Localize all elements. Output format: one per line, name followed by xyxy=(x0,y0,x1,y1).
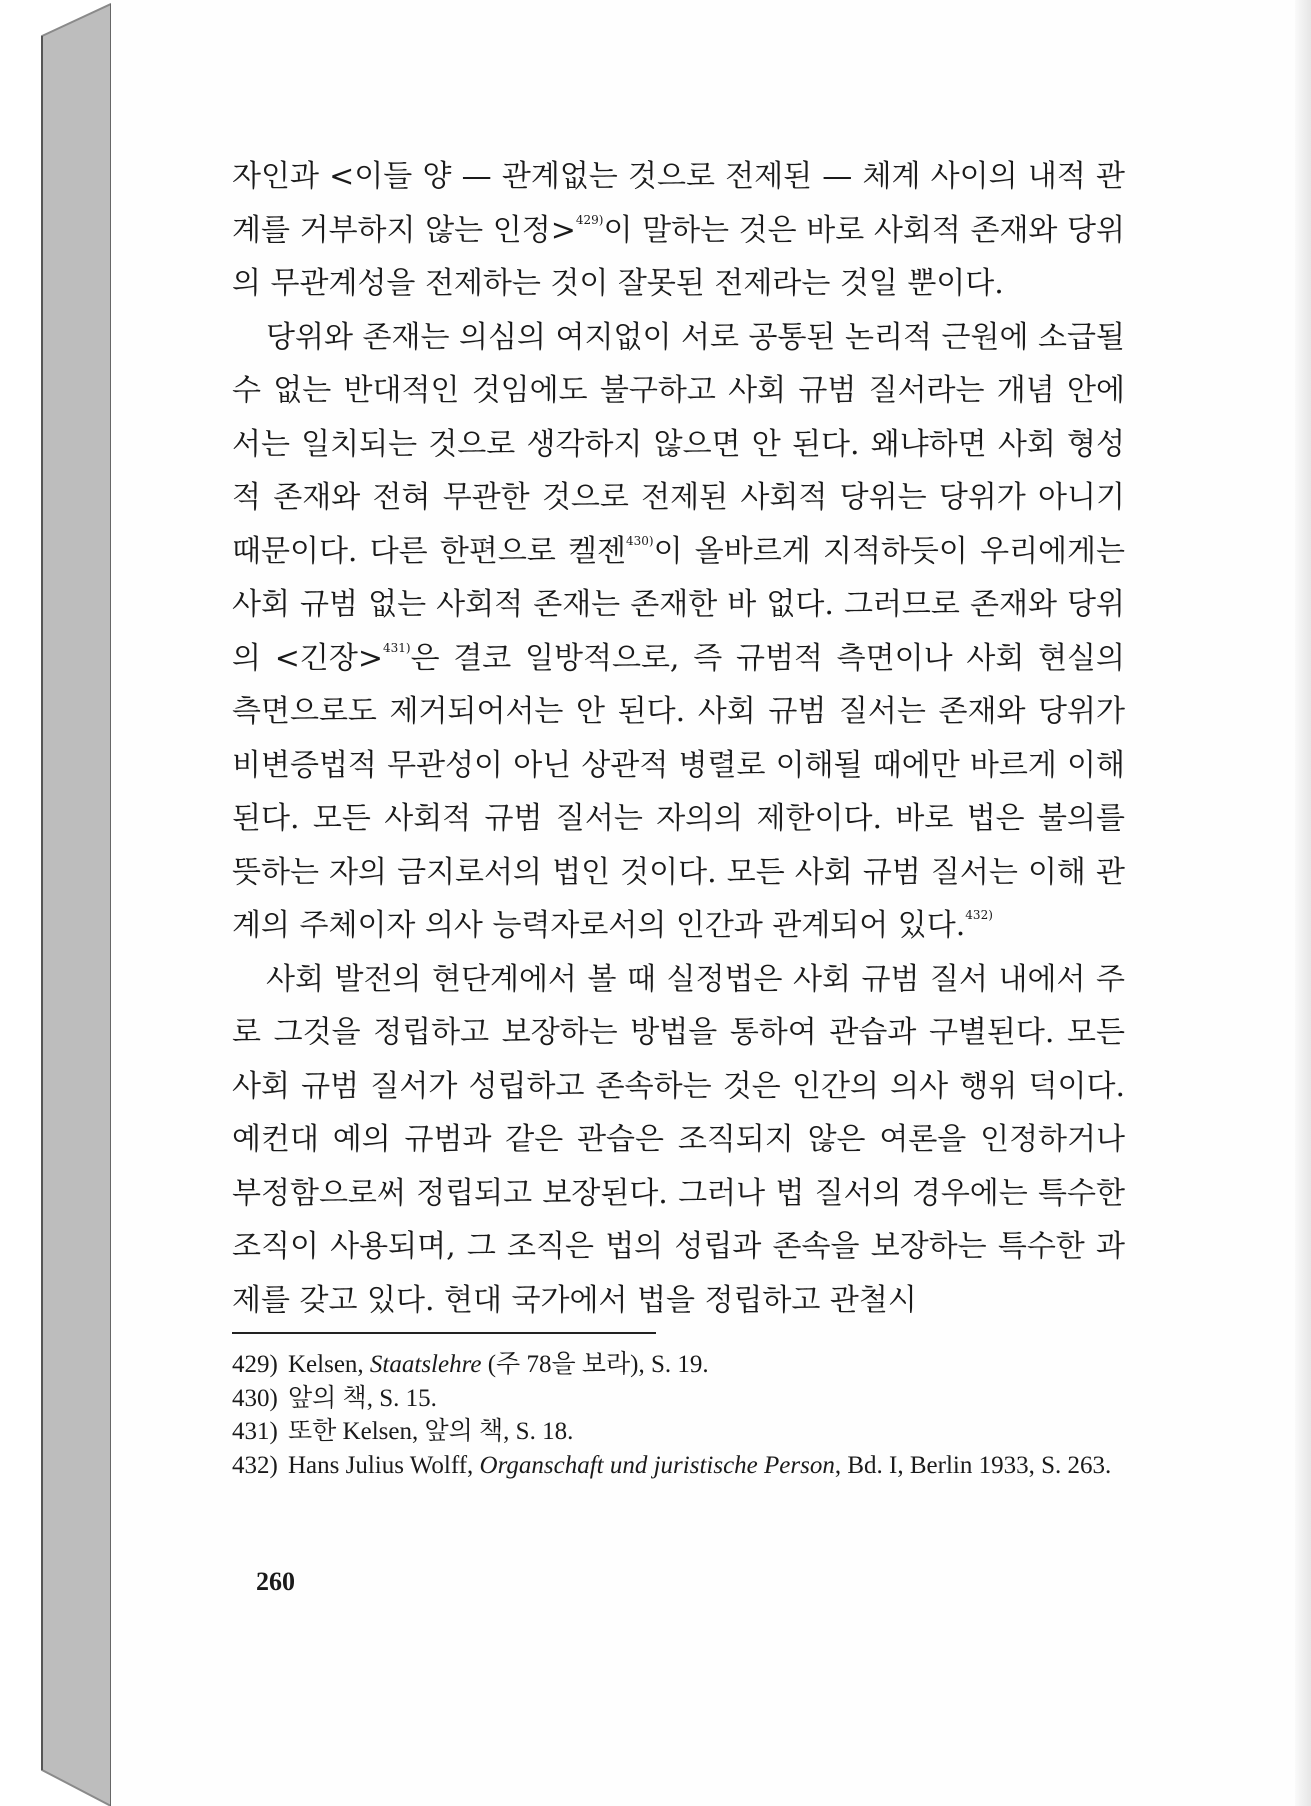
footnote-ref-429[interactable]: 429) xyxy=(575,212,604,227)
paragraph-1: 자인과 <이들 양 — 관계없는 것으로 전제된 — 체계 사이의 내적 관계를 거부하지 않는 인정>$^{429)}$이 말하는 것은 바로 사회적 존재와 당위의 무관계성을 전제하는 것이 잘못된 전제라는 것일 뿐이다. xyxy=(232,159,1126,301)
footnote-divider xyxy=(232,1332,656,1334)
body-text xyxy=(232,150,1125,1327)
footnote-ref-431[interactable]: 431) xyxy=(382,640,411,655)
footnote-number: 429) xyxy=(232,1351,278,1378)
footnote-429: 429) Kelsen, Staatslehre (주 78을 보라), S. 19. xyxy=(232,1348,1125,1382)
page-edge xyxy=(1295,0,1311,1806)
page-number: 260 xyxy=(256,1567,295,1596)
footnote-number: 431) xyxy=(232,1418,278,1445)
footnote-ref-430[interactable]: 430) xyxy=(626,533,654,548)
paragraph-2: 당위와 존재는 의심의 여지없이 서로 공통된 논리적 근원에 소급될 수 없는 반대적인 것임에도 불구하고 사회 규범 질서라는 개념 안에서는 일치되는 것으로 생각하지 않으면 안 된다. 왜냐하면 사회 형성적 존재와 전혀 무관한 것으로 전제된 사회적 당위는 당위가 아니기 때문이다. 다른 한편으로 켈젠$^{430)}$이 올바르게 지적하듯이 우리에게는 사회 규범 없는 사회적 존재는 존재한 바 없다. 그러므로 존재와 당위의 <긴장>$^{431)}$은 결코 일방적으로, 즉 규범적 측면이나 사회 현실의 측면으로도 제거되어서는 안 된다. 사회 규범 질서는 존재와 당위가 비변증법적 무관성이 아닌 상관적 병렬로 이해될 때에만 바르게 이해된다. 모든 사회적 규범 질서는 자의의 제한이다. 바로 법은 불의를 뜻하는 자의 금지로서의 법인 것이다. 모든 사회 규범 질서는 이해 관계의 주체이자 의사 능력자로서의 인간과 관계되어 있다.$^{432)}$ xyxy=(232,319,1126,943)
footnote-432: 432) Hans Julius Wolff, Organschaft und juristische Person, Bd. I, Berlin 1933, S. 263. xyxy=(232,1449,1125,1483)
footnote-430: 430) 앞의 책, S. 15. xyxy=(232,1382,1125,1416)
footnote-ref-432[interactable]: 432) xyxy=(965,908,993,922)
footnote-number: 430) xyxy=(232,1384,278,1412)
paragraph-3: 사회 발전의 현단계에서 볼 때 실정법은 사회 규범 질서 내에서 주로 그것을 정립하고 보장하는 방법을 통하여 관습과 구별된다. 모든 사회 규범 질서가 성립하고 존속하는 것은 인간의 의사 행위 덕이다. 예컨대 예의 규범과 같은 관습은 조직되지 않은 여론을 인정하거나 부정함으로써 정립되고 보장된다. 그러나 법 질서의 경우에는 특수한 조직이 사용되며, 그 조직은 법의 성립과 존속을 보장하는 특수한 과제를 갖고 있다. 현대 국가에서 법을 정립하고 관철시 xyxy=(232,961,1125,1318)
footnote-number: 432) xyxy=(232,1451,278,1479)
footnotes xyxy=(232,1348,1125,1482)
footnote-431: 431) 또한 Kelsen, 앞의 책, S. 18. xyxy=(232,1415,1125,1449)
